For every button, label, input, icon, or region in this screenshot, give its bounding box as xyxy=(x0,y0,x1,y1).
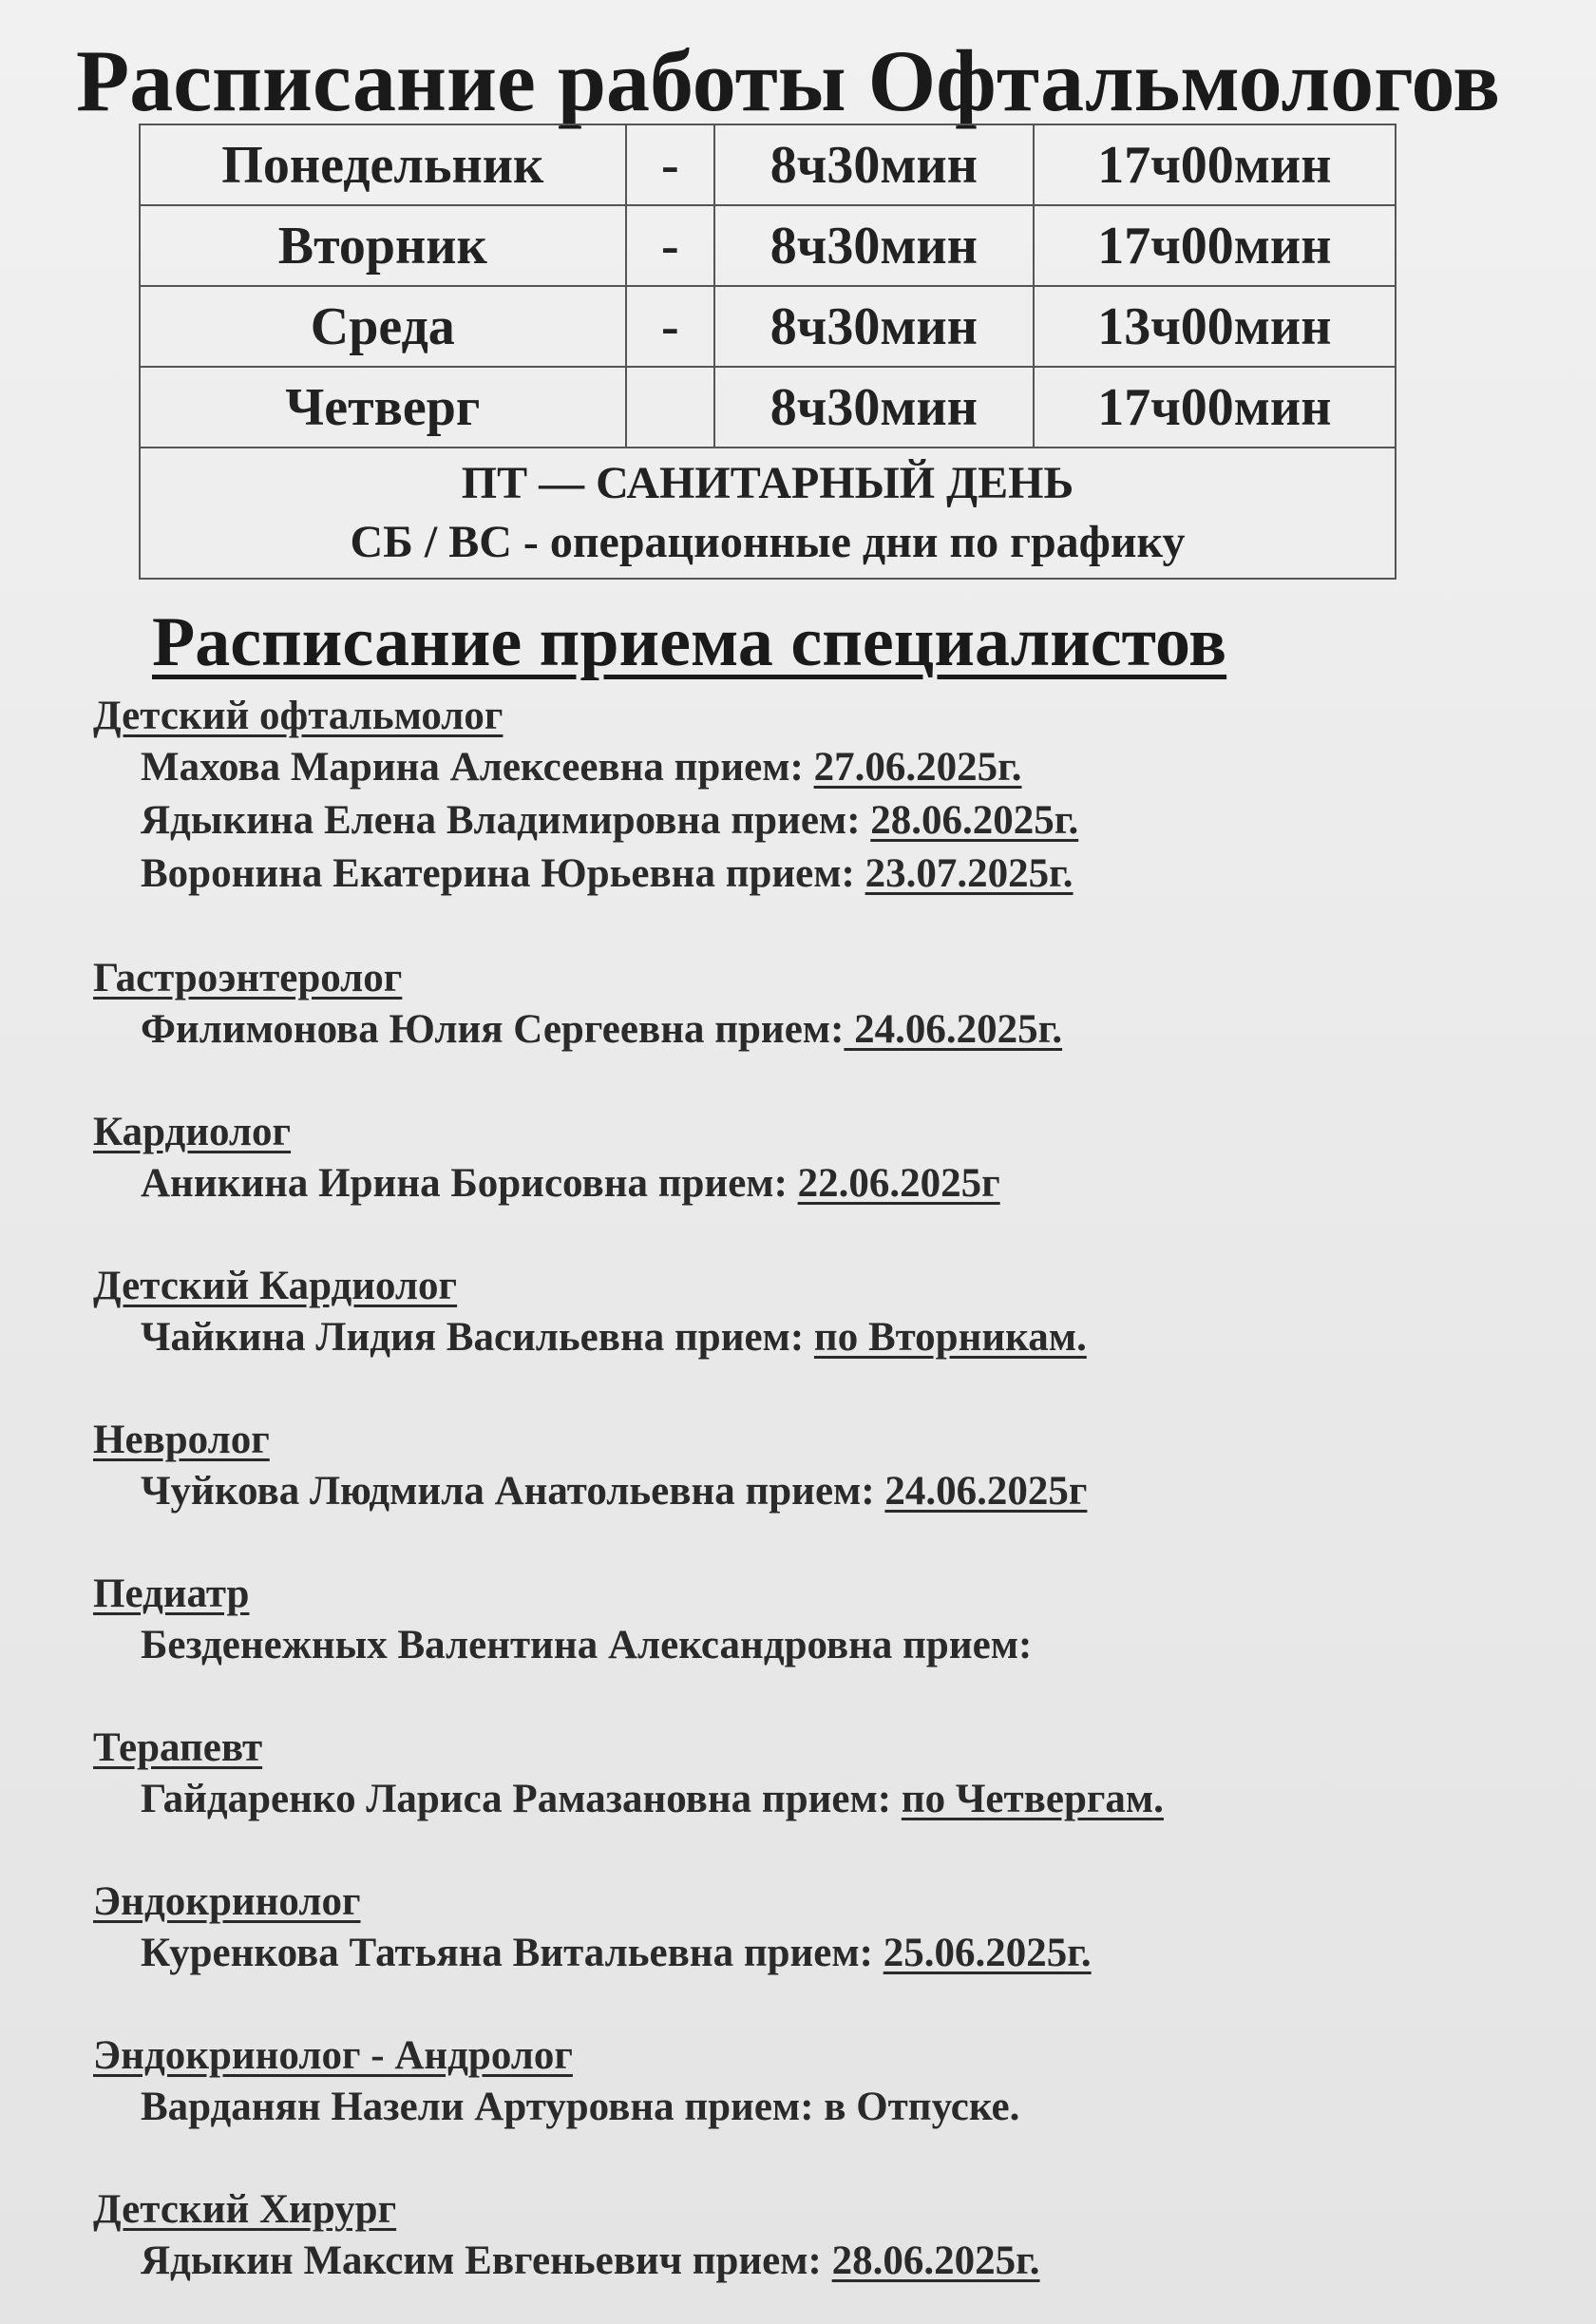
specialty-title: Эндокринолог - Андролог xyxy=(93,2033,573,2078)
specialty-title: Невролог xyxy=(93,1418,270,1462)
appointment-date: 23.07.2025г. xyxy=(864,851,1074,896)
day-cell: Среда xyxy=(140,286,626,367)
specialty-title: Детский офтальмолог xyxy=(93,694,504,738)
specialist-section xyxy=(93,954,1518,1057)
doctor-name: Чуйкова Людмила Анатольевна прием: xyxy=(141,1469,875,1514)
start-time-cell: 8ч30мин xyxy=(714,205,1034,286)
doctor-name: Филимонова Юлия Сергеевна прием: xyxy=(141,1007,845,1052)
doctor-line xyxy=(93,1773,1518,1826)
appointment-date: 22.06.2025г xyxy=(797,1161,1000,1206)
work-hours-table xyxy=(139,124,1396,580)
specialist-section xyxy=(93,2185,1518,2288)
doctor-line xyxy=(93,1619,1518,1672)
appointment-date: 24.06.2025г. xyxy=(844,1007,1063,1052)
doctor-name: Гайдаренко Лариса Рамазановна прием: xyxy=(141,1777,892,1821)
doctor-line xyxy=(93,1465,1518,1518)
note-cell xyxy=(140,448,1396,579)
specialist-section xyxy=(93,1262,1518,1364)
doctor-line xyxy=(93,2081,1518,2134)
appointment-date: 27.06.2025г. xyxy=(813,745,1022,790)
weekend-note: СБ / ВС - операционные дни по графику xyxy=(350,517,1186,567)
specialist-section xyxy=(93,1877,1518,1980)
table-row-note xyxy=(140,448,1396,579)
doctor-name: Аникина Ирина Борисовна прием: xyxy=(141,1161,788,1206)
end-time-cell: 13ч00мин xyxy=(1034,286,1396,367)
end-time-cell: 17ч00мин xyxy=(1034,124,1396,205)
doctor-line xyxy=(93,1003,1518,1057)
doctor-line xyxy=(93,741,1518,794)
specialty-title: Детский Кардиолог xyxy=(93,1264,458,1308)
doctor-name: Махова Марина Алексеевна прием: xyxy=(141,745,804,790)
specialist-section xyxy=(93,1108,1518,1210)
dash-cell: - xyxy=(626,286,715,367)
dash-cell xyxy=(626,367,715,448)
specialty-title: Терапевт xyxy=(93,1725,263,1770)
table-row xyxy=(140,286,1396,367)
start-time-cell: 8ч30мин xyxy=(714,124,1034,205)
doctor-line xyxy=(93,1927,1518,1980)
ophthalmologists-schedule-title: Расписание работы Офтальмологов xyxy=(76,32,1500,129)
appointment-date: 28.06.2025г. xyxy=(870,798,1079,843)
specialist-section xyxy=(93,1724,1518,1826)
dash-cell: - xyxy=(626,205,715,286)
specialty-title: Детский Хирург xyxy=(93,2187,397,2232)
specialist-section xyxy=(93,1570,1518,1672)
specialist-section xyxy=(93,2031,1518,2134)
doctor-name: Чайкина Лидия Васильевна прием: xyxy=(141,1315,805,1360)
specialist-section xyxy=(93,692,1518,901)
appointment-date: по Вторникам. xyxy=(813,1315,1087,1360)
specialist-section xyxy=(93,1416,1518,1518)
sanitary-day-note: ПТ — САНИТАРНЫЙ ДЕНЬ xyxy=(461,458,1074,508)
day-cell: Понедельник xyxy=(140,124,626,205)
doctor-name: Безденежных Валентина Александровна прием: xyxy=(141,1623,1033,1667)
start-time-cell: 8ч30мин xyxy=(714,286,1034,367)
appointment-date: 28.06.2025г. xyxy=(831,2238,1040,2283)
doctor-name: Куренкова Татьяна Витальевна прием: xyxy=(141,1931,873,1975)
doctor-name: Ядыкина Елена Владимировна прием: xyxy=(141,798,861,843)
doctor-line xyxy=(93,1311,1518,1364)
appointment-date: 24.06.2025г xyxy=(884,1469,1088,1514)
specialty-title: Педиатр xyxy=(93,1572,250,1616)
table-row xyxy=(140,124,1396,205)
doctor-line xyxy=(93,794,1518,848)
table-row xyxy=(140,367,1396,448)
doctor-name: Ядыкин Максим Евгеньевич прием: xyxy=(141,2238,822,2283)
dash-cell: - xyxy=(626,124,715,205)
doctor-line xyxy=(93,2235,1518,2288)
day-cell: Вторник xyxy=(140,205,626,286)
table-row xyxy=(140,205,1396,286)
doctor-line xyxy=(93,1157,1518,1210)
doctor-line xyxy=(93,848,1518,901)
appointment-date: по Четвергам. xyxy=(901,1777,1164,1821)
end-time-cell: 17ч00мин xyxy=(1034,205,1396,286)
day-cell: Четверг xyxy=(140,367,626,448)
start-time-cell: 8ч30мин xyxy=(714,367,1034,448)
specialty-title: Гастроэнтеролог xyxy=(93,956,403,1000)
appointment-date: 25.06.2025г. xyxy=(883,1931,1092,1975)
specialty-title: Кардиолог xyxy=(93,1110,292,1154)
doctor-name: Воронина Екатерина Юрьевна прием: xyxy=(141,851,855,896)
end-time-cell: 17ч00мин xyxy=(1034,367,1396,448)
specialty-title: Эндокринолог xyxy=(93,1879,361,1924)
doctor-name: Варданян Назели Артуровна прием: в Отпуске. xyxy=(141,2085,1020,2129)
specialists-schedule-title: Расписание приема специалистов xyxy=(152,603,1227,681)
